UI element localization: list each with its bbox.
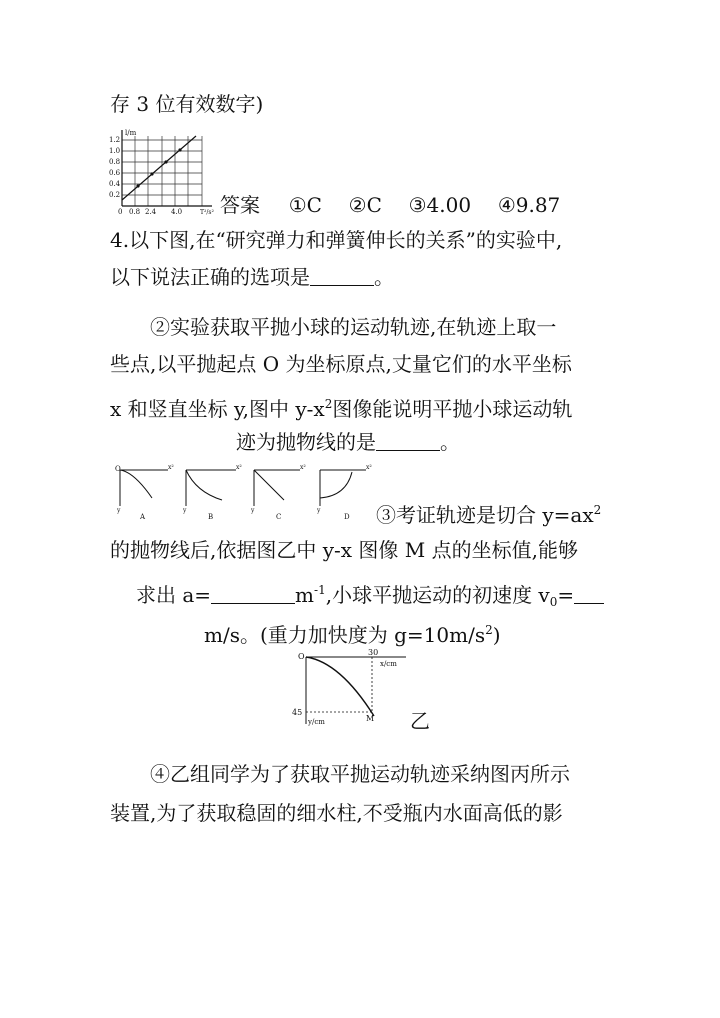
- answer-item: ①C: [288, 193, 322, 217]
- text-line: 存 3 位有效数字): [110, 92, 264, 116]
- paragraph-line: 迹为抛物线的是 。: [236, 430, 460, 454]
- svg-text:x²: x²: [168, 464, 174, 471]
- answer-item: ④9.87: [497, 193, 561, 217]
- paragraph-line: 些点,以平抛起点 O 为坐标原点,丈量它们的水平坐标: [110, 352, 572, 376]
- answer-item: ②C: [348, 193, 382, 217]
- svg-text:x²: x²: [300, 464, 306, 471]
- answer-blank: [376, 430, 440, 451]
- l-t2-graph: [108, 128, 220, 216]
- answer-line: [220, 191, 560, 219]
- paragraph-line: 的抛物线后,依据图乙中 y-x 图像 M 点的坐标值,能够: [110, 538, 578, 562]
- answer-blank: [574, 583, 604, 604]
- option-graphs: [110, 462, 378, 522]
- y-tick: 0.6: [109, 169, 121, 177]
- x-tick: 0.8: [129, 208, 141, 216]
- y-tick: 0.8: [109, 158, 121, 166]
- data-point: [136, 184, 139, 187]
- data-point: [178, 148, 181, 151]
- origin-label: O: [298, 652, 305, 661]
- x-tick: 2.4: [145, 208, 157, 216]
- y-axis-label: y/cm: [308, 718, 325, 726]
- answer-item: ③4.00: [408, 193, 472, 217]
- svg-text:x²: x²: [366, 464, 372, 471]
- paragraph-line: 装置,为了获取稳固的细水柱,不受瓶内水面高低的影: [110, 801, 563, 825]
- paragraph-line: ③考证轨迹是切合 $y=ax^2$: [376, 503, 602, 527]
- paragraph-line: ④乙组同学为了获取平抛运动轨迹采纳图丙所示: [150, 762, 570, 786]
- y-tick: 1.2: [109, 136, 121, 144]
- trajectory-curve: [306, 657, 374, 716]
- svg-text:x²: x²: [236, 464, 242, 471]
- figure-caption: 乙: [410, 709, 430, 733]
- answer-label: 答案: [220, 193, 260, 217]
- svg-text:y: y: [251, 507, 255, 514]
- option-graph-d: [316, 464, 372, 521]
- svg-text:y: y: [183, 507, 187, 514]
- question-4-line: 以下说法正确的选项是 。: [110, 265, 394, 289]
- point-label: M: [366, 714, 375, 723]
- y-tick: 1.0: [109, 147, 121, 155]
- x-axis-label: T²/s²: [200, 209, 214, 216]
- y-tick: 0.2: [109, 191, 121, 199]
- svg-text:A: A: [140, 513, 146, 521]
- paragraph-line: x 和竖直坐标 y,图中 $y-x^2$图像能说明平抛小球运动轨: [110, 397, 573, 421]
- svg-text:B: B: [208, 513, 214, 521]
- answer-blank: [310, 265, 374, 286]
- paragraph-line: 求出 $a= m^{-1}$,小球平抛运动的初速度 $v_0=$: [136, 576, 604, 616]
- svg-text:C: C: [276, 513, 282, 521]
- x-tick: 4.0: [171, 208, 183, 216]
- x-tick: 0: [118, 208, 123, 216]
- svg-text:D: D: [344, 513, 350, 521]
- option-graph-a: [115, 464, 174, 521]
- svg-text:y: y: [117, 507, 121, 514]
- svg-text:y: y: [317, 507, 321, 514]
- answer-blank: [211, 583, 295, 604]
- trajectory-figure: [288, 648, 412, 726]
- data-point: [164, 160, 167, 163]
- option-graph-c: [250, 464, 306, 521]
- option-graph-b: [182, 464, 242, 521]
- x-axis-label: x/cm: [380, 660, 397, 668]
- fit-line: [122, 136, 196, 200]
- svg-text:O: O: [115, 465, 121, 473]
- paragraph-line: ②实验获取平抛小球的运动轨迹,在轨迹上取一: [150, 315, 557, 339]
- y-axis-label: l/m: [125, 129, 137, 137]
- data-point: [150, 172, 153, 175]
- x-value: 30: [368, 648, 379, 657]
- paragraph-line: m/s。(重力加快度为 $g=10m/s^2$): [204, 623, 501, 647]
- y-tick: 0.4: [109, 180, 121, 188]
- y-value: 45: [292, 708, 303, 717]
- question-4-line: 4.以下图,在“研究弹力和弹簧伸长的关系”的实验中,: [110, 228, 563, 252]
